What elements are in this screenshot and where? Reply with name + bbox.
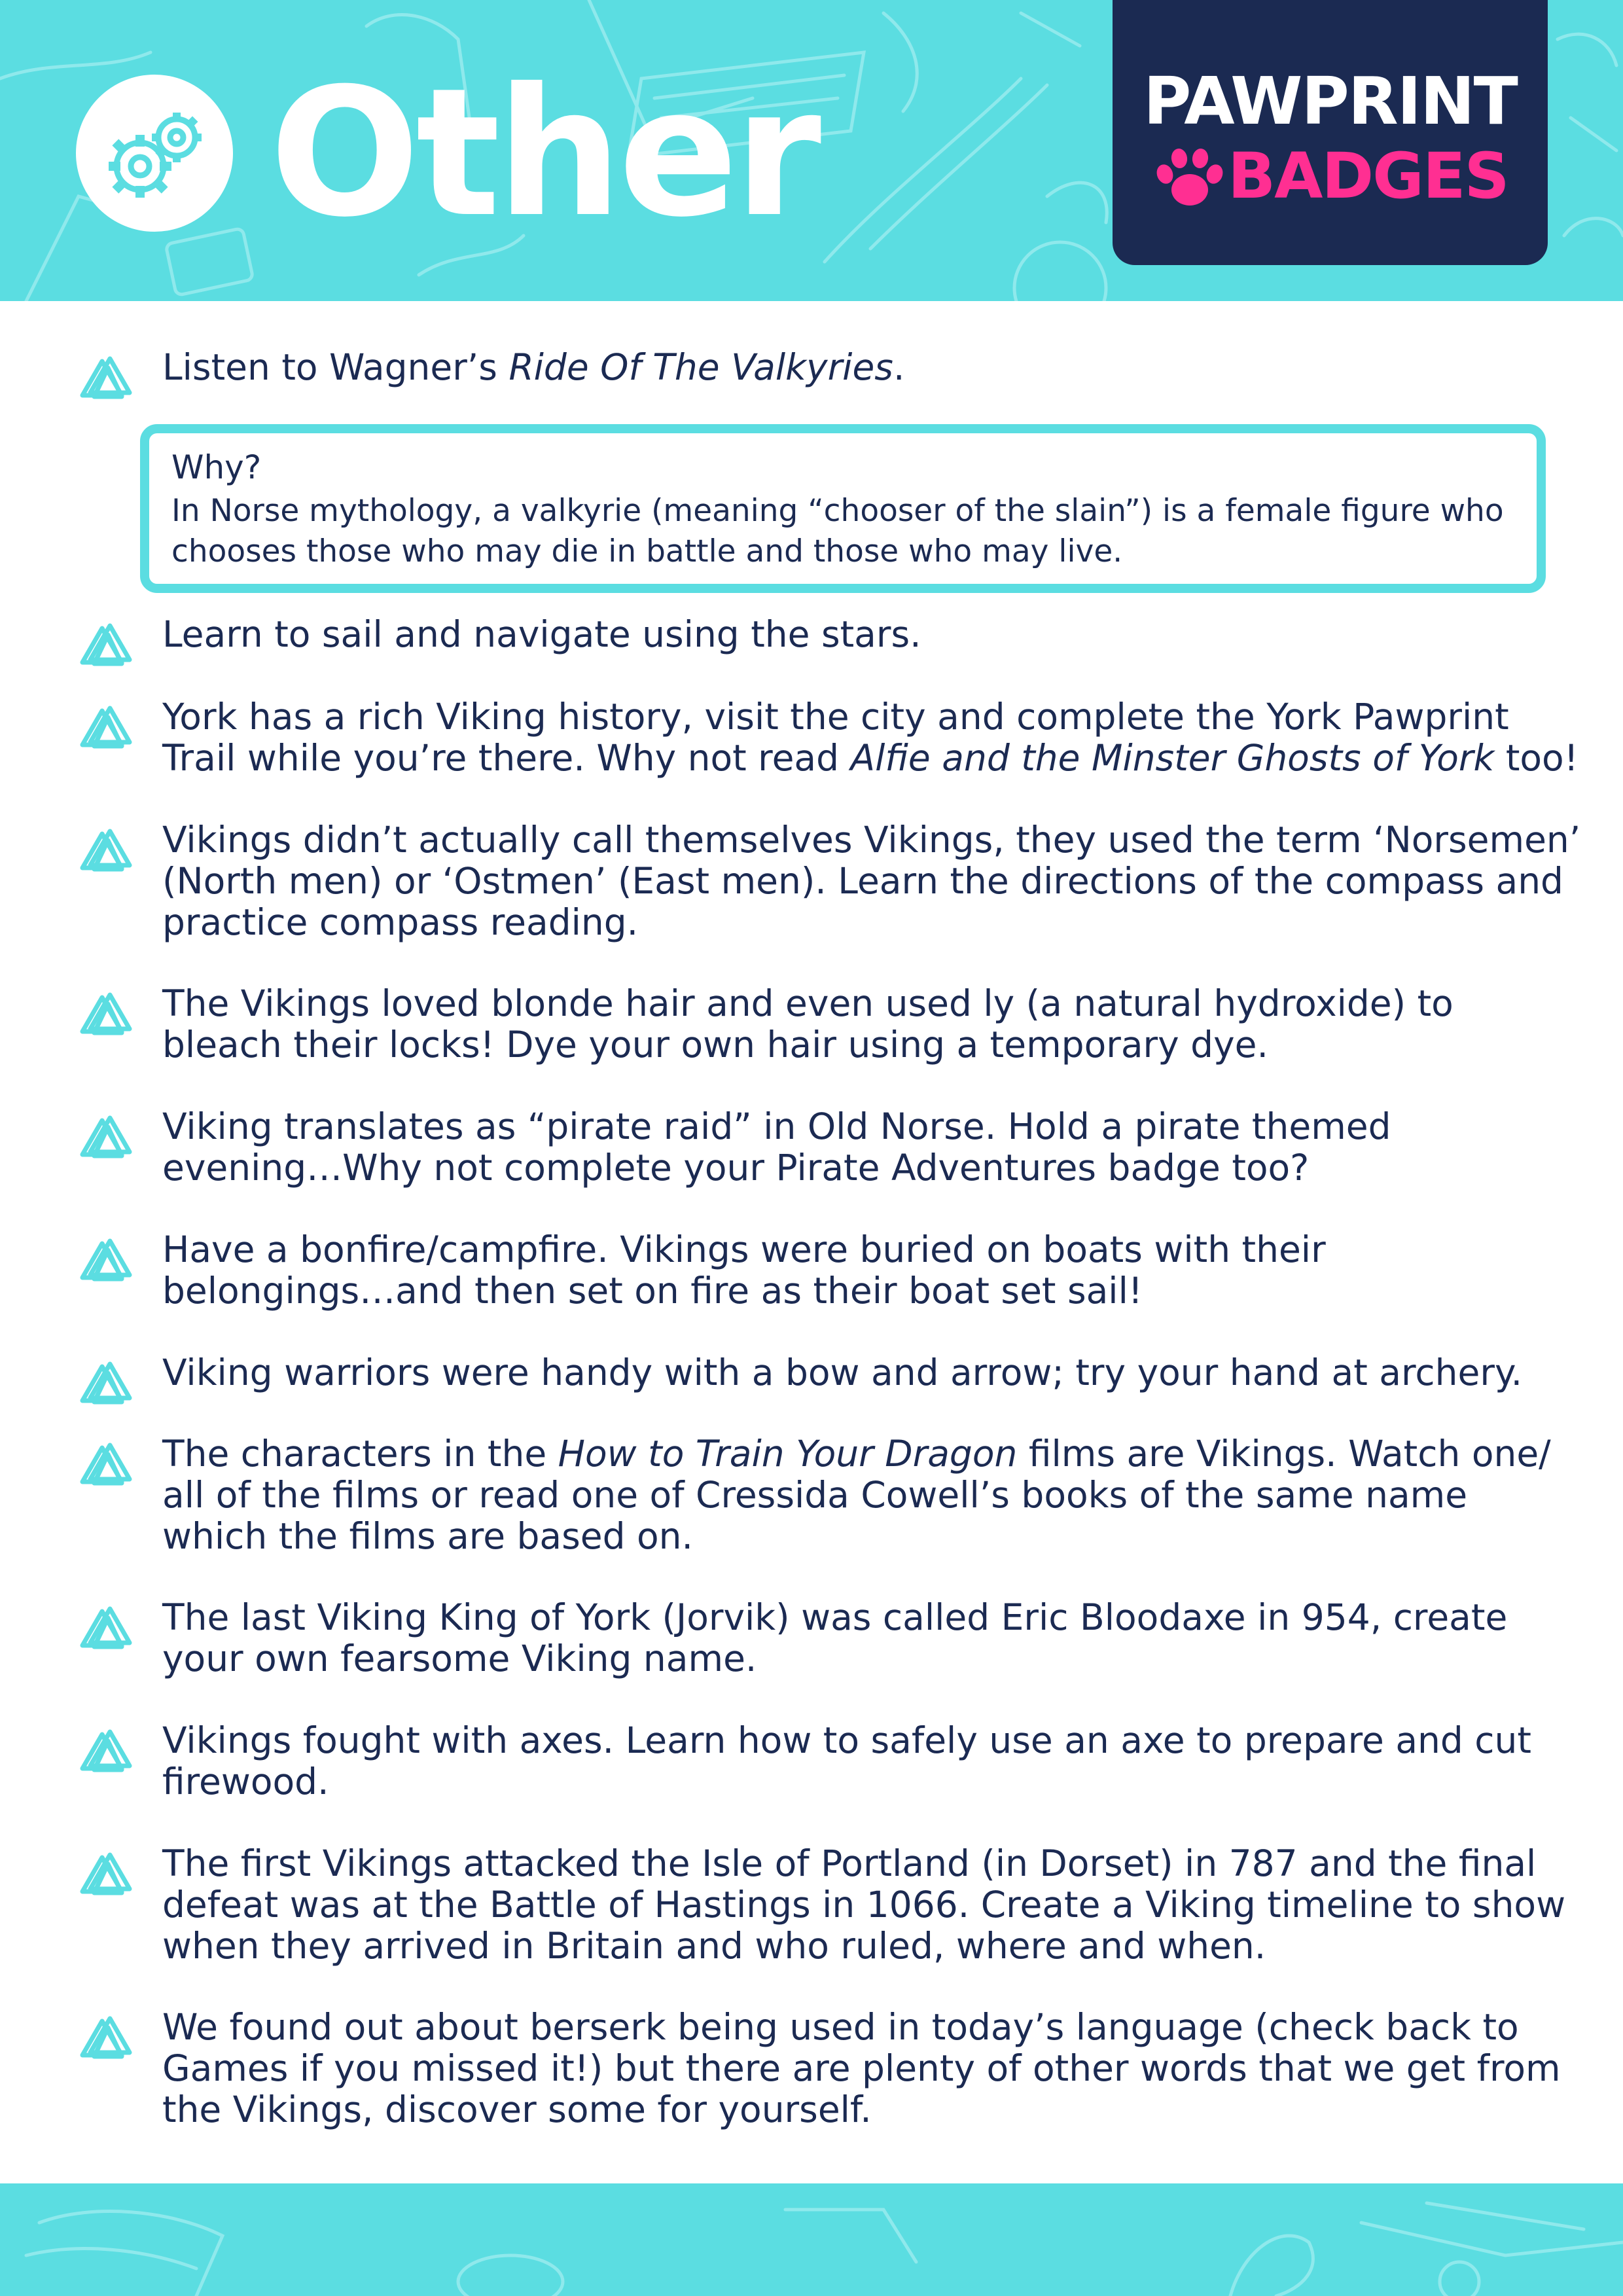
valknut-triangle-icon	[79, 700, 137, 753]
list-item-text: We found out about berserk being used in today’s language (check back to Games if you missed it!) but there are plenty of other words that we get from the Vikings, discover some for yourself.	[162, 2006, 1561, 2130]
list-item-text: York has a rich Viking history, visit the city and complete the York Pawprint Trail while you’re there. Why not read Alfie and the Minster Ghosts of York too!	[162, 696, 1578, 779]
logo-line-2: BADGES	[1228, 139, 1508, 213]
valknut-triangle-icon	[79, 1233, 137, 1285]
valknut-triangle-icon	[79, 1847, 137, 1899]
valknut-triangle-icon	[79, 1437, 137, 1490]
valknut-triangle-icon	[79, 1724, 137, 1776]
valknut-triangle-icon	[79, 351, 137, 403]
footer-doodle-background	[0, 2183, 1623, 2296]
why-body: In Norse mythology, a valkyrie (meaning “chooser of the slain”) is a female figure who chooses those who may die in battle and those who may live.	[171, 493, 1504, 569]
list-item-text: The first Vikings attacked the Isle of Portland (in Dorset) in 787 and the final defeat was at the Battle of Hastings in 1066. Create a Viking timeline to show when they arrived in Britain and who ruled, where and when.	[162, 1842, 1566, 1967]
list-item-text: Vikings fought with axes. Learn how to safely use an axe to prepare and cut firewood.	[162, 1719, 1531, 1803]
page-header	[0, 0, 1623, 301]
logo-line-1: PAWPRINT	[1143, 63, 1517, 139]
gears-icon	[76, 75, 233, 232]
why-callout-box	[140, 424, 1546, 593]
list-item-text: Learn to sail and navigate using the stars.	[162, 613, 921, 655]
list-item-text: Viking warriors were handy with a bow and arrow; try your hand at archery.	[162, 1352, 1523, 1393]
page-footer	[0, 2183, 1623, 2296]
list-item-text: Have a bonfire/campfire. Vikings were buried on boats with their belongings…and then set on fire as their boat set sail!	[162, 1229, 1326, 1312]
list-item-text: The Vikings loved blonde hair and even used ly (a natural hydroxide) to bleach their locks! Dye your own hair using a temporary dye.	[162, 982, 1454, 1066]
list-item-text: Viking translates as “pirate raid” in Old Norse. Hold a pirate themed evening…Why not complete your Pirate Adventures badge too?	[162, 1105, 1391, 1189]
list-item-text: The last Viking King of York (Jorvik) was called Eric Bloodaxe in 954, create your own fearsome Viking name.	[162, 1596, 1508, 1679]
valknut-triangle-icon	[79, 1356, 137, 1408]
page-title: Other	[270, 50, 818, 256]
valknut-triangle-icon	[79, 823, 137, 876]
valknut-triangle-icon	[79, 987, 137, 1039]
valknut-triangle-icon	[79, 618, 137, 670]
valknut-triangle-icon	[79, 1601, 137, 1653]
valknut-triangle-icon	[79, 1110, 137, 1162]
valknut-triangle-icon	[79, 2011, 137, 2063]
list-item-text: The characters in the How to Train Your Dragon films are Vikings. Watch one/ all of the films or read one of Cressida Cowell’s books of the same name which the films are based on.	[162, 1433, 1551, 1557]
paw-icon	[1153, 145, 1225, 211]
list-item-text: Vikings didn’t actually call themselves Vikings, they used the term ‘Norsemen’ (North men) or ‘Ostmen’ (East men). Learn the directions of the compass and practice compass reading.	[162, 819, 1581, 943]
list-item-text: Listen to Wagner’s Ride Of The Valkyries.	[162, 346, 905, 388]
pawprint-badges-logo	[1113, 0, 1548, 265]
why-title: Why?	[171, 448, 262, 486]
